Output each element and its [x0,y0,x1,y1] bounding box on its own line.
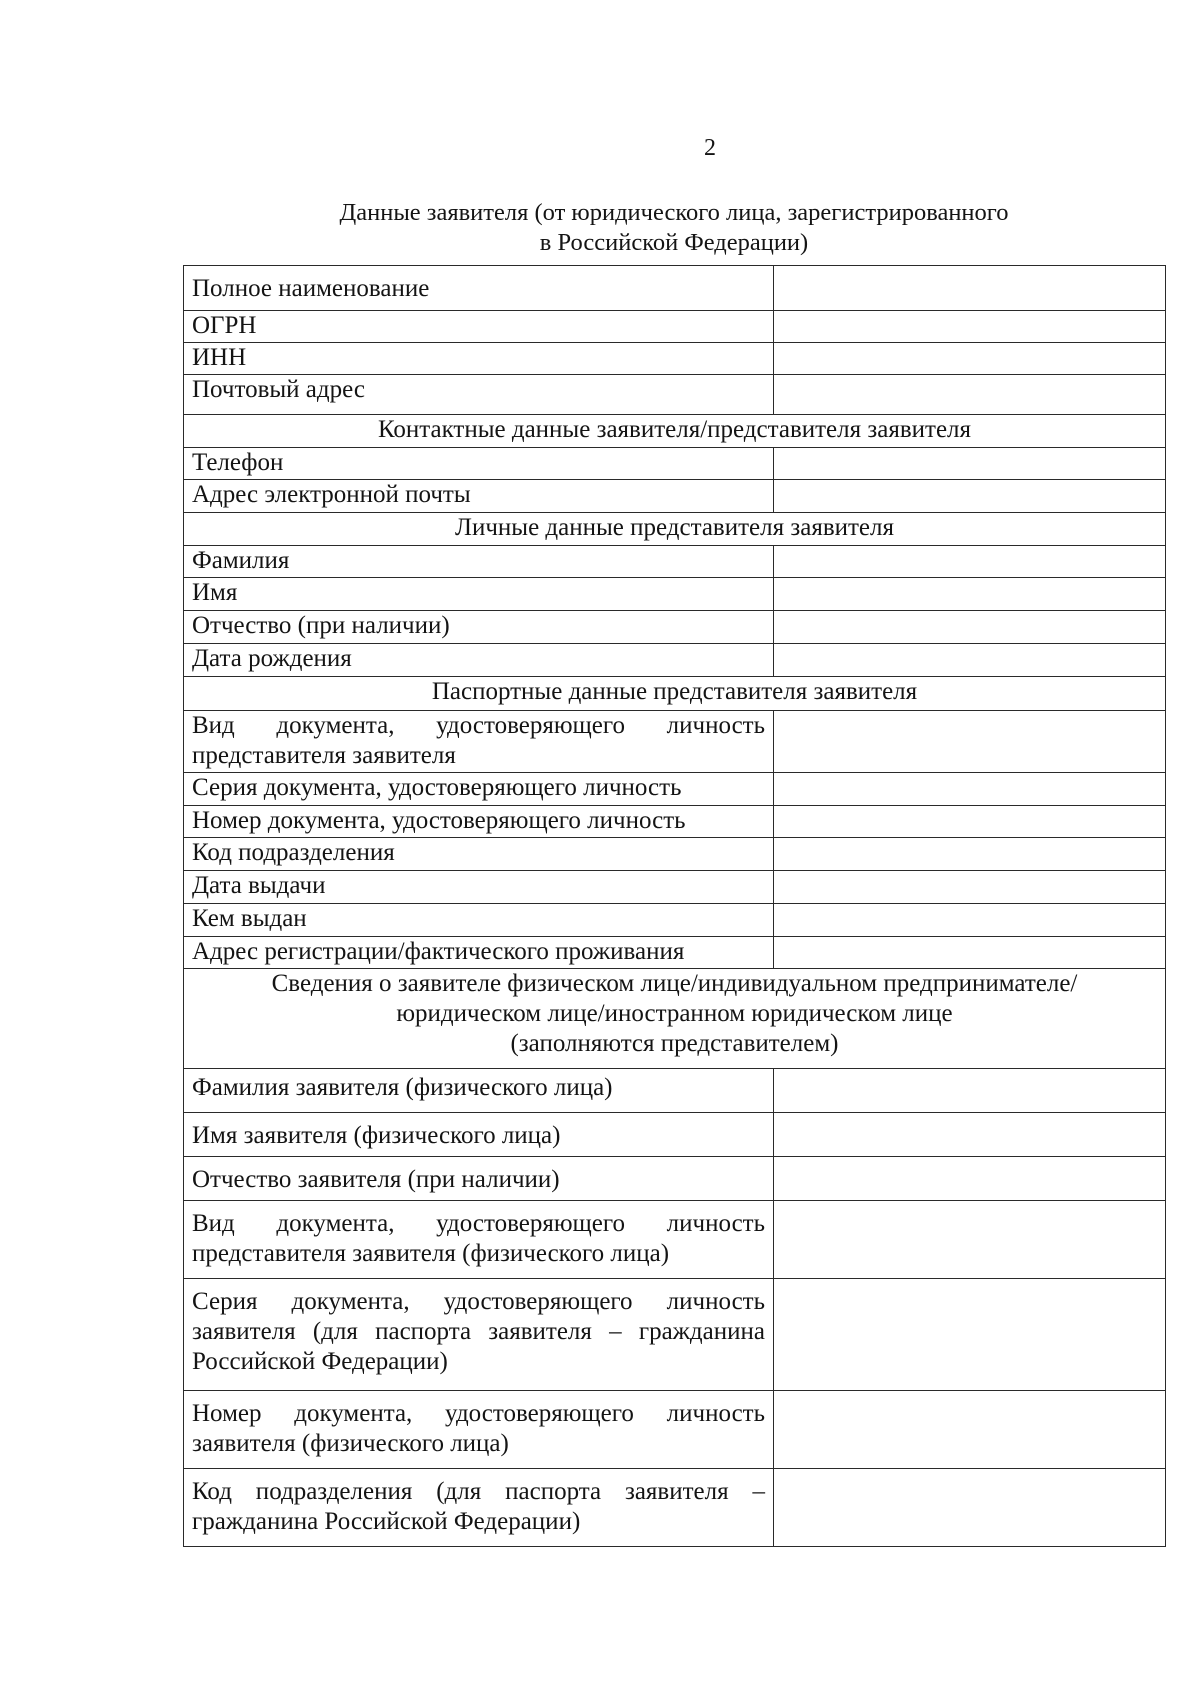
table-row [184,1469,1166,1547]
field-value-email[interactable] [774,480,1166,513]
field-value-applicant-id-document-type[interactable] [774,1201,1166,1279]
field-label-applicant-division-code: Код подразделения (для паспорта заявителя – гражданина Российской Федерации) [184,1469,774,1547]
field-label-issue-date: Дата выдачи [184,871,774,904]
field-value-applicant-patronymic[interactable] [774,1157,1166,1201]
table-row [184,806,1166,838]
field-label-applicant-id-document-type: Вид документа, удостоверяющего личность представителя заявителя (физического лица) [184,1201,774,1279]
field-value-applicant-id-number[interactable] [774,1391,1166,1469]
field-value-first-name[interactable] [774,578,1166,611]
section-header-applicant: Сведения о заявителе физическом лице/индивидуальном предпринимателе/ юридическом лице/иностранном юридическом лице (заполняются представителем) [184,969,1166,1069]
table-row [184,937,1166,969]
field-value-full-name[interactable] [774,266,1166,311]
table-row [184,773,1166,806]
field-label-id-document-type: Вид документа, удостоверяющего личность представителя заявителя [184,711,774,773]
table-row [184,838,1166,871]
field-value-applicant-surname[interactable] [774,1069,1166,1113]
field-value-issue-date[interactable] [774,871,1166,904]
field-label-issued-by: Кем выдан [184,904,774,937]
field-label-id-number: Номер документа, удостоверяющего личность [184,806,774,838]
table-row [184,644,1166,677]
field-label-birth-date: Дата рождения [184,644,774,677]
table-row [184,343,1166,375]
field-label-applicant-first-name: Имя заявителя (физического лица) [184,1113,774,1157]
field-label-first-name: Имя [184,578,774,611]
field-label-phone: Телефон [184,448,774,480]
field-value-surname[interactable] [774,546,1166,578]
table-row [184,611,1166,644]
field-value-inn[interactable] [774,343,1166,375]
page-number: 2 [704,135,716,161]
field-value-postal-address[interactable] [774,375,1166,415]
field-label-id-series: Серия документа, удостоверяющего личность [184,773,774,806]
field-value-id-number[interactable] [774,806,1166,838]
table-row [184,871,1166,904]
field-value-issued-by[interactable] [774,904,1166,937]
field-label-applicant-id-series: Серия документа, удостоверяющего личность заявителя (для паспорта заявителя – гражданина Российской Федерации) [184,1279,774,1391]
field-label-applicant-patronymic: Отчество заявителя (при наличии) [184,1157,774,1201]
applicant-data-table [183,265,1166,1547]
field-value-applicant-division-code[interactable] [774,1469,1166,1547]
table-row [184,311,1166,343]
form-heading: Данные заявителя (от юридического лица, зарегистрированного в Российской Федерации) [339,199,1009,256]
table-row [184,1391,1166,1469]
table-row [184,480,1166,513]
field-label-surname: Фамилия [184,546,774,578]
field-value-patronymic[interactable] [774,611,1166,644]
field-label-registration-address: Адрес регистрации/фактического проживания [184,937,774,969]
field-value-registration-address[interactable] [774,937,1166,969]
section-header-personal: Личные данные представителя заявителя [184,513,1166,546]
table-row [184,415,1166,448]
table-row [184,578,1166,611]
section-header-contacts: Контактные данные заявителя/представителя заявителя [184,415,1166,448]
table-row [184,969,1166,1069]
field-label-email: Адрес электронной почты [184,480,774,513]
field-value-applicant-first-name[interactable] [774,1113,1166,1157]
table-row [184,1201,1166,1279]
field-value-division-code[interactable] [774,838,1166,871]
table-row [184,448,1166,480]
field-label-full-name: Полное наименование [184,266,774,311]
table-row [184,1279,1166,1391]
field-label-applicant-id-number: Номер документа, удостоверяющего личность заявителя (физического лица) [184,1391,774,1469]
table-row [184,677,1166,711]
table-row [184,375,1166,415]
field-label-inn: ИНН [184,343,774,375]
table-row [184,513,1166,546]
field-value-ogrn[interactable] [774,311,1166,343]
table-row [184,1157,1166,1201]
table-row [184,711,1166,773]
table-row [184,546,1166,578]
section-header-passport: Паспортные данные представителя заявителя [184,677,1166,711]
field-value-id-document-type[interactable] [774,711,1166,773]
field-label-division-code: Код подразделения [184,838,774,871]
field-value-phone[interactable] [774,448,1166,480]
table-row [184,1113,1166,1157]
field-label-ogrn: ОГРН [184,311,774,343]
field-label-patronymic: Отчество (при наличии) [184,611,774,644]
field-label-applicant-surname: Фамилия заявителя (физического лица) [184,1069,774,1113]
field-value-id-series[interactable] [774,773,1166,806]
table-row [184,266,1166,311]
field-value-birth-date[interactable] [774,644,1166,677]
table-row [184,904,1166,937]
field-label-postal-address: Почтовый адрес [184,375,774,415]
field-value-applicant-id-series[interactable] [774,1279,1166,1391]
table-row [184,1069,1166,1113]
